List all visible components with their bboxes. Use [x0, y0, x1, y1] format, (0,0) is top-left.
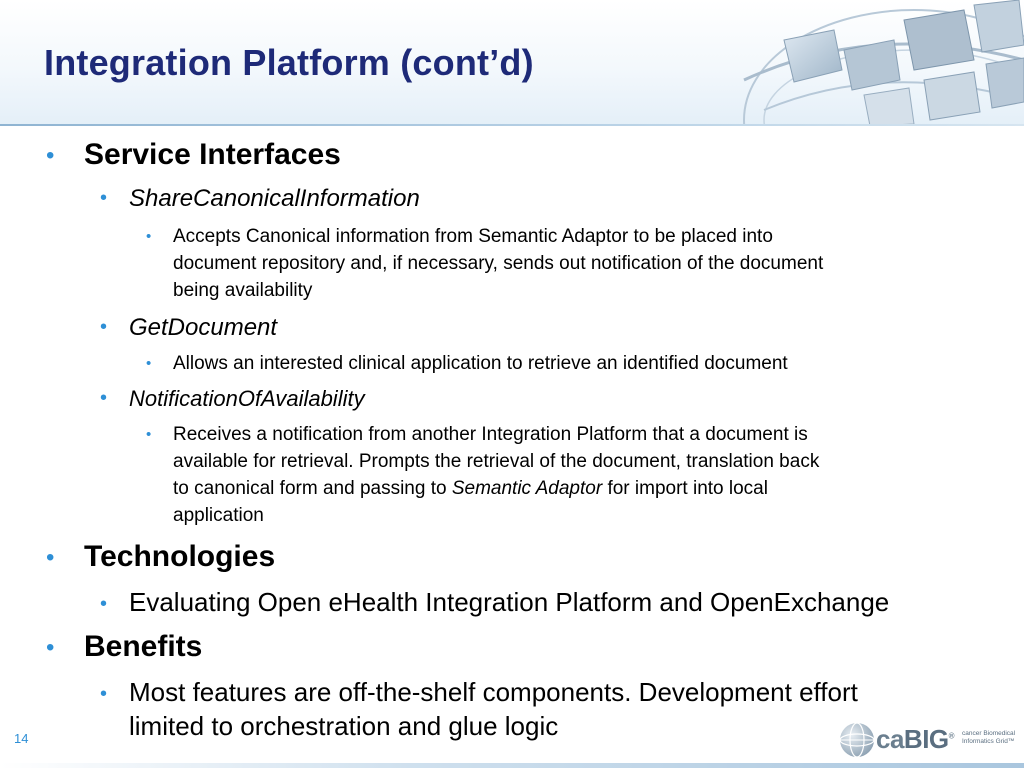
bullet-dot-icon: • — [146, 355, 152, 372]
bullet-share-canonical: • ShareCanonicalInformation — [100, 185, 420, 212]
bullet-notification: • NotificationOfAvailability — [100, 386, 365, 411]
bullet-dot-icon: • — [46, 142, 55, 169]
technologies-description: • Evaluating Open eHealth Integration Platform and OpenExchange — [129, 585, 889, 619]
globe-image-decoration — [724, 0, 1024, 126]
slide-header — [0, 0, 1024, 126]
semantic-adaptor-term: Semantic Adaptor — [451, 478, 603, 499]
notification-description: • Receives a notification from another Integration Platform that a document is available for retrieval. Prompts the retrieval of the document, translation back to canonical form and passing to Semantic Adaptor for import into local application — [173, 421, 973, 529]
bullet-technologies: • Technologies — [46, 540, 276, 573]
bullet-dot-icon: • — [100, 593, 108, 615]
bullet-dot-icon: • — [100, 387, 108, 409]
bullet-service-interfaces: • Service Interfaces — [46, 138, 341, 171]
benefits-description: • Most features are off-the-shelf components. Development effort limited to orchestration and glue logic — [100, 677, 858, 741]
bullet-dot-icon: • — [46, 634, 55, 661]
cabig-logo — [838, 718, 1018, 762]
notification-description-line-3: to canonical form and passing to Semantic Adaptor for import into local — [173, 478, 768, 499]
footer-divider — [0, 763, 1024, 768]
bullet-dot-icon: • — [100, 187, 108, 209]
bullet-dot-icon: • — [100, 683, 108, 705]
bullet-benefits: • Benefits — [46, 630, 203, 663]
logo-wordmark: caBIG® — [876, 724, 955, 754]
globe-logo-icon — [838, 720, 876, 760]
share-canonical-description: • Accepts Canonical information from Semantic Adaptor to be placed into document repository and, if necessary, sends out notification of the document being availability — [173, 223, 973, 304]
bullet-dot-icon: • — [146, 228, 152, 245]
slide-title: Integration Platform (cont’d) — [44, 42, 534, 83]
bullet-get-document: • GetDocument — [100, 314, 278, 341]
bullet-dot-icon: • — [146, 426, 152, 443]
bullet-dot-icon: • — [100, 316, 108, 338]
bullet-dot-icon: • — [46, 544, 55, 571]
slide-number: 14 — [14, 731, 29, 746]
logo-tagline: cancer Biomedical Informatics Grid™ — [962, 730, 1016, 745]
get-document-description: • Allows an interested clinical application to retrieve an identified document — [173, 350, 973, 377]
header-divider — [0, 124, 1024, 126]
